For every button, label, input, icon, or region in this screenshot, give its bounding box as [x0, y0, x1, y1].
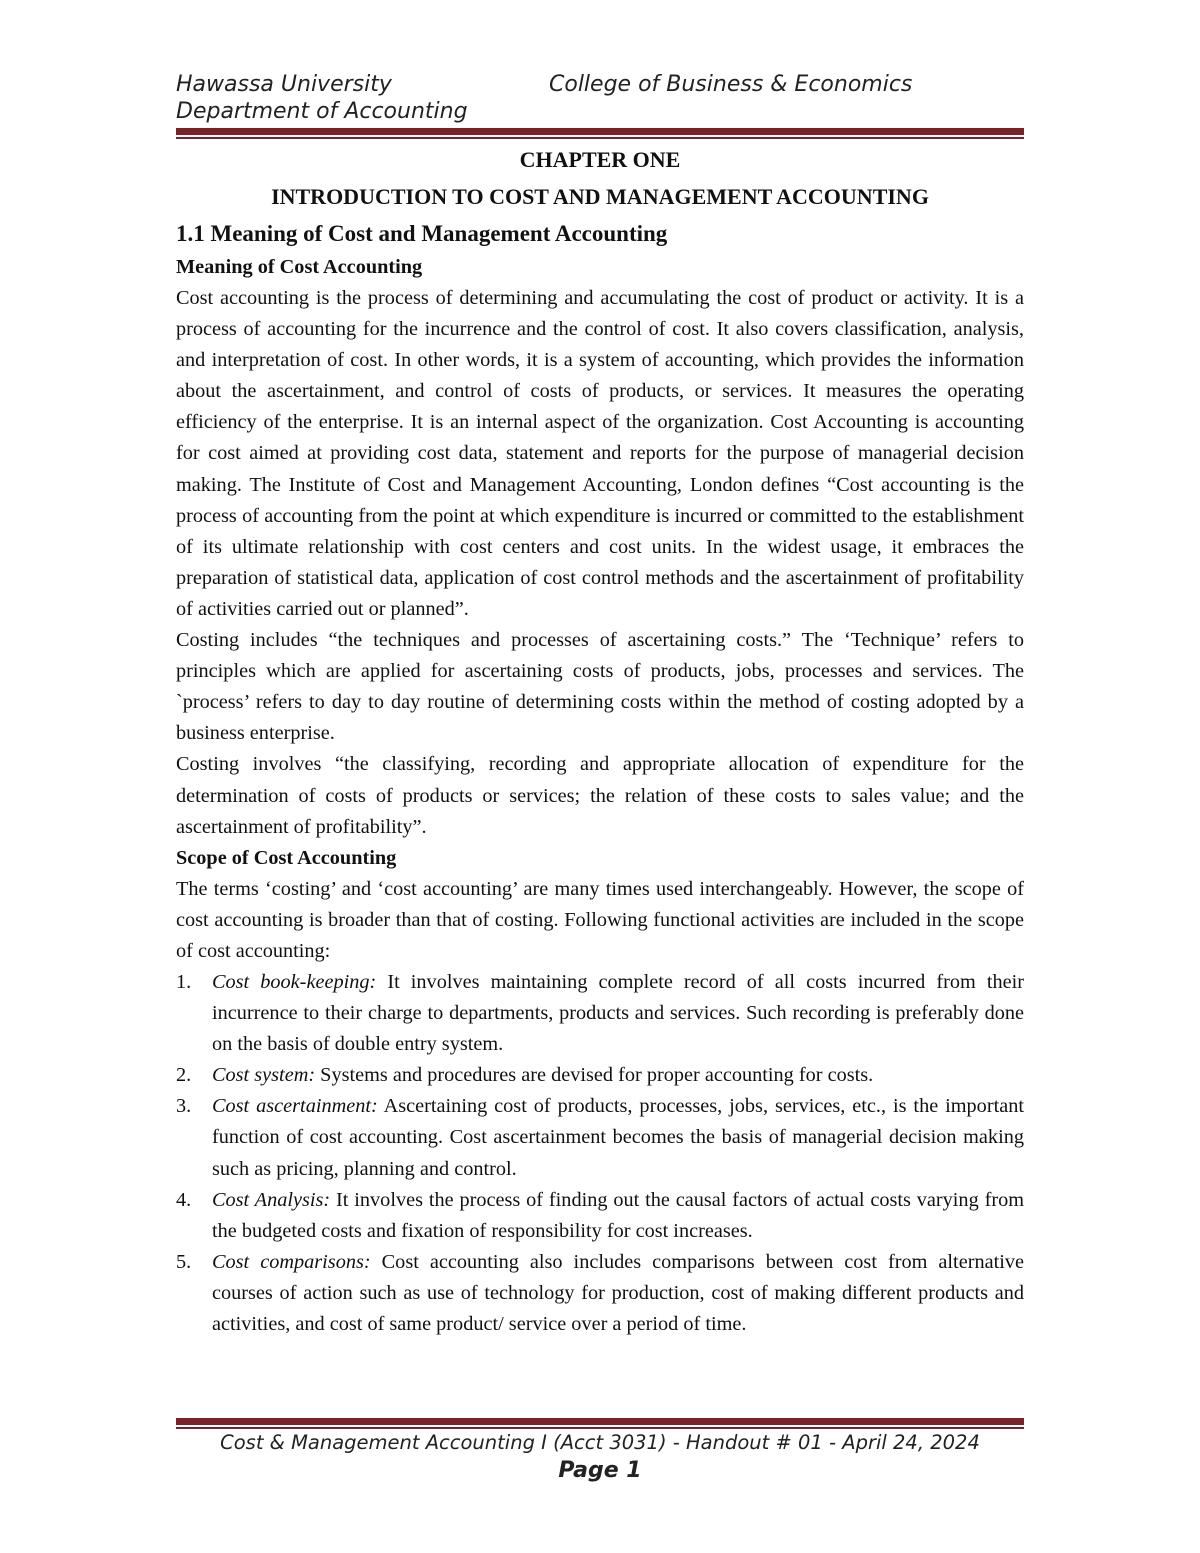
- list-number: 2.: [176, 1064, 192, 1087]
- scope-heading: Scope of Cost Accounting: [176, 846, 397, 869]
- scope-list: [176, 967, 1024, 1340]
- department-name: Department of Accounting: [176, 99, 468, 124]
- list-term: Cost comparisons:: [212, 1250, 371, 1273]
- paragraph: Costing includes “the techniques and processes of ascertaining costs.” The ‘Technique’ refers to principles which are applied for ascertaining costs of products, jobs, processes and services. The `process’ refers to day to day routine of determining costs within the method of costing adopted by a business enterprise.: [176, 629, 1024, 745]
- list-number: 4.: [176, 1188, 192, 1211]
- paragraph: Costing involves “the classifying, recording and appropriate allocation of expenditure for the determination of costs of products or services; the relation of these costs to sales value; and the ascertainment of profitability”.: [176, 753, 1024, 838]
- list-number: 1.: [176, 970, 192, 993]
- scope-intro: The terms ‘costing’ and ‘cost accounting’ are many times used interchangeably. However, the scope of cost accounting is broader than that of costing. Following functional activities are included in the scope of cost accounting:: [176, 877, 1024, 962]
- chapter-number: CHAPTER ONE: [519, 147, 681, 172]
- list-number: 5.: [176, 1250, 192, 1273]
- list-item: [176, 1185, 1024, 1247]
- list-term: Cost ascertainment:: [212, 1095, 378, 1118]
- list-text: Ascertaining cost of products, processes, jobs, services, etc., is the important function of cost accounting. Cost ascertainment becomes the basis of managerial decision making such as pricing, planning and control.: [212, 1095, 1024, 1180]
- list-number: 3.: [176, 1095, 192, 1118]
- college-name: College of Business & Economics: [549, 72, 913, 97]
- list-term: Cost book-keeping:: [212, 970, 377, 993]
- list-term: Cost Analysis:: [212, 1188, 331, 1211]
- header-rule-thin: [176, 137, 1024, 139]
- list-term: Cost system:: [212, 1064, 316, 1087]
- list-text: Cost accounting also includes comparisons between cost from alternative courses of action such as use of technology for production, cost of making different products and activities, and cost of same product/ service over a period of time.: [212, 1250, 1024, 1335]
- chapter-title: INTRODUCTION TO COST AND MANAGEMENT ACCOUNTING: [271, 184, 929, 209]
- footer-rule: [176, 1418, 1024, 1425]
- list-item: [176, 1247, 1024, 1340]
- paragraph: Cost accounting is the process of determining and accumulating the cost of product or activity. It is a process of accounting for the incurrence and the control of cost. It also covers classification, analysis, and interpretation of cost. In other words, it is a system of accounting, which provides the information about the ascertainment, and control of costs of products, or services. It measures the operating efficiency of the enterprise. It is an internal aspect of the organization. Cost Accounting is accounting for cost aimed at providing cost data, statement and reports for the purpose of managerial decision making. The Institute of Cost and Management Accounting, London defines “Cost accounting is the process of accounting from the point at which expenditure is incurred or committed to the establishment of its ultimate relationship with cost centers and cost units. In the widest usage, it embraces the preparation of statistical data, application of cost control methods and the ascertainment of profitability of activities carried out or planned”.: [176, 287, 1024, 620]
- footer-rule-thin: [176, 1427, 1024, 1429]
- list-text: Systems and procedures are devised for proper accounting for costs.: [315, 1064, 874, 1087]
- page-body: [176, 143, 1024, 1340]
- list-item: [176, 1060, 1024, 1091]
- section-heading: 1.1 Meaning of Cost and Management Accounting: [176, 221, 668, 246]
- list-item: [176, 1091, 1024, 1184]
- list-text: It involves maintaining complete record of all costs incurred from their incurrence to their charge to departments, products and services. Such recording is preferably done on the basis of double entry system.: [212, 970, 1025, 1056]
- page-footer: [176, 1430, 1024, 1486]
- list-text: It involves the process of finding out the causal factors of actual costs varying from the budgeted costs and fixation of responsibility for cost increases.: [212, 1188, 1024, 1242]
- meaning-heading: Meaning of Cost Accounting: [176, 256, 423, 278]
- page-header-line-1: [176, 72, 1046, 98]
- course-info: Cost & Management Accounting I (Acct 3031) - Handout # 01 - April 24, 2024: [220, 1431, 980, 1454]
- university-name: Hawassa University: [176, 72, 392, 97]
- header-rule: [176, 128, 1024, 135]
- list-item: [176, 967, 1024, 1060]
- page-number: Page 1: [558, 1458, 642, 1483]
